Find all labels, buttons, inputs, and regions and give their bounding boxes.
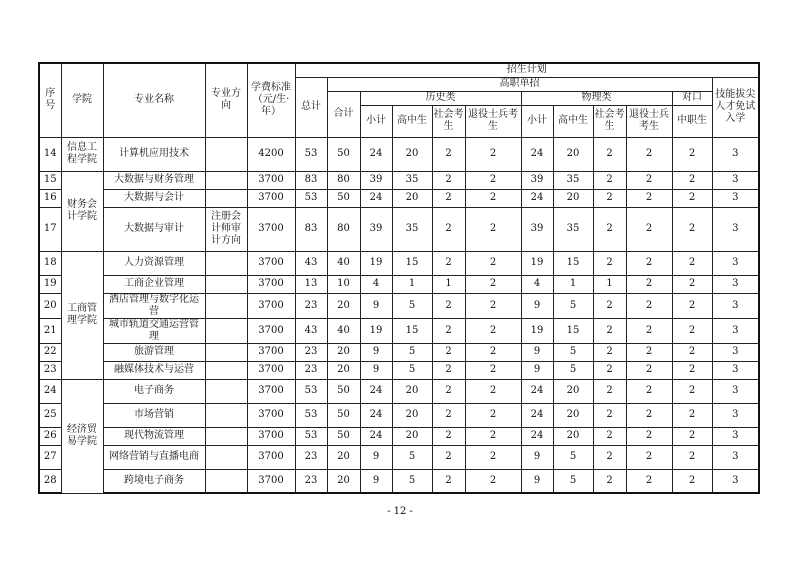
cell-major: 旅游管理 bbox=[103, 343, 205, 361]
cell-skills: 3 bbox=[712, 318, 759, 343]
cell-history-social: 2 bbox=[432, 207, 465, 251]
cell-history-social: 2 bbox=[432, 171, 465, 189]
cell-major: 大数据与会计 bbox=[103, 189, 205, 207]
header-history: 历史类 bbox=[360, 91, 521, 105]
cell-direction bbox=[205, 379, 247, 403]
cell-history-social: 2 bbox=[432, 343, 465, 361]
cell-direction bbox=[205, 171, 247, 189]
cell-total: 23 bbox=[295, 445, 327, 469]
cell-physics-highschool: 20 bbox=[553, 427, 593, 445]
cell-physics-social: 2 bbox=[593, 207, 626, 251]
cell-total: 23 bbox=[295, 293, 327, 318]
header-direction: 专业方向 bbox=[205, 63, 247, 137]
cell-college: 工商管理学院 bbox=[61, 251, 103, 379]
cell-subtotal: 40 bbox=[327, 251, 360, 275]
cell-physics-subtotal: 19 bbox=[521, 318, 553, 343]
cell-subtotal: 20 bbox=[327, 293, 360, 318]
cell-history-subtotal: 24 bbox=[360, 379, 392, 403]
cell-history-highschool: 5 bbox=[392, 343, 432, 361]
cell-total: 53 bbox=[295, 427, 327, 445]
cell-direction bbox=[205, 343, 247, 361]
cell-physics-veteran: 2 bbox=[626, 361, 672, 379]
cell-physics-social: 2 bbox=[593, 293, 626, 318]
table-row bbox=[39, 171, 759, 189]
table-row bbox=[39, 293, 759, 318]
header-direct: 对口 bbox=[672, 91, 712, 105]
cell-total: 43 bbox=[295, 251, 327, 275]
cell-tuition: 3700 bbox=[247, 251, 295, 275]
header-history-subtotal: 小计 bbox=[360, 105, 392, 137]
cell-major: 电子商务 bbox=[103, 379, 205, 403]
cell-physics-highschool: 20 bbox=[553, 137, 593, 171]
cell-direction bbox=[205, 251, 247, 275]
cell-index: 21 bbox=[39, 318, 61, 343]
cell-major: 跨境电子商务 bbox=[103, 469, 205, 493]
cell-subtotal: 20 bbox=[327, 343, 360, 361]
enrollment-plan-table bbox=[38, 62, 760, 494]
header-tuition: 学费标准（元/生·年） bbox=[247, 63, 295, 137]
cell-history-social: 2 bbox=[432, 293, 465, 318]
cell-physics-social: 2 bbox=[593, 189, 626, 207]
cell-index: 22 bbox=[39, 343, 61, 361]
cell-skills: 3 bbox=[712, 293, 759, 318]
cell-physics-highschool: 5 bbox=[553, 469, 593, 493]
cell-physics-highschool: 5 bbox=[553, 293, 593, 318]
cell-history-veteran: 2 bbox=[465, 207, 521, 251]
cell-index: 23 bbox=[39, 361, 61, 379]
table-row bbox=[39, 445, 759, 469]
cell-history-highschool: 1 bbox=[392, 275, 432, 293]
cell-total: 23 bbox=[295, 343, 327, 361]
cell-skills: 3 bbox=[712, 189, 759, 207]
cell-physics-veteran: 2 bbox=[626, 343, 672, 361]
cell-history-subtotal: 19 bbox=[360, 251, 392, 275]
header-history-highschool: 高中生 bbox=[392, 105, 432, 137]
cell-skills: 3 bbox=[712, 469, 759, 493]
cell-index: 28 bbox=[39, 469, 61, 493]
cell-vocational: 2 bbox=[672, 343, 712, 361]
cell-physics-veteran: 2 bbox=[626, 171, 672, 189]
cell-physics-subtotal: 9 bbox=[521, 469, 553, 493]
cell-tuition: 3700 bbox=[247, 403, 295, 427]
cell-physics-veteran: 2 bbox=[626, 469, 672, 493]
cell-subtotal: 80 bbox=[327, 207, 360, 251]
cell-total: 23 bbox=[295, 361, 327, 379]
cell-direction bbox=[205, 361, 247, 379]
cell-skills: 3 bbox=[712, 379, 759, 403]
cell-subtotal: 50 bbox=[327, 403, 360, 427]
cell-physics-highschool: 5 bbox=[553, 343, 593, 361]
cell-index: 15 bbox=[39, 171, 61, 189]
table-row bbox=[39, 207, 759, 251]
cell-skills: 3 bbox=[712, 361, 759, 379]
cell-subtotal: 50 bbox=[327, 137, 360, 171]
cell-major: 网络营销与直播电商 bbox=[103, 445, 205, 469]
table-row bbox=[39, 403, 759, 427]
cell-physics-veteran: 2 bbox=[626, 427, 672, 445]
cell-vocational: 2 bbox=[672, 275, 712, 293]
cell-history-highschool: 5 bbox=[392, 361, 432, 379]
cell-history-subtotal: 9 bbox=[360, 445, 392, 469]
cell-direction bbox=[205, 445, 247, 469]
cell-physics-subtotal: 39 bbox=[521, 207, 553, 251]
header-physics-highschool: 高中生 bbox=[553, 105, 593, 137]
cell-tuition: 3700 bbox=[247, 318, 295, 343]
cell-major: 大数据与审计 bbox=[103, 207, 205, 251]
cell-total: 53 bbox=[295, 189, 327, 207]
cell-history-veteran: 2 bbox=[465, 469, 521, 493]
cell-physics-subtotal: 9 bbox=[521, 293, 553, 318]
cell-history-social: 2 bbox=[432, 445, 465, 469]
header-physics-social: 社会考生 bbox=[593, 105, 626, 137]
header-major: 专业名称 bbox=[103, 63, 205, 137]
cell-index: 18 bbox=[39, 251, 61, 275]
cell-tuition: 3700 bbox=[247, 189, 295, 207]
cell-vocational: 2 bbox=[672, 403, 712, 427]
cell-index: 26 bbox=[39, 427, 61, 445]
cell-physics-veteran: 2 bbox=[626, 251, 672, 275]
cell-skills: 3 bbox=[712, 445, 759, 469]
cell-history-subtotal: 9 bbox=[360, 361, 392, 379]
header-physics-subtotal: 小计 bbox=[521, 105, 553, 137]
cell-physics-social: 2 bbox=[593, 251, 626, 275]
cell-tuition: 3700 bbox=[247, 293, 295, 318]
header-total: 总计 bbox=[295, 77, 327, 137]
cell-total: 23 bbox=[295, 469, 327, 493]
cell-history-subtotal: 9 bbox=[360, 469, 392, 493]
cell-physics-social: 2 bbox=[593, 361, 626, 379]
cell-history-subtotal: 39 bbox=[360, 171, 392, 189]
cell-physics-social: 2 bbox=[593, 379, 626, 403]
header-plan: 招生计划 bbox=[295, 63, 759, 77]
cell-index: 14 bbox=[39, 137, 61, 171]
cell-major: 计算机应用技术 bbox=[103, 137, 205, 171]
cell-skills: 3 bbox=[712, 207, 759, 251]
cell-history-veteran: 2 bbox=[465, 275, 521, 293]
cell-physics-social: 2 bbox=[593, 427, 626, 445]
cell-physics-highschool: 20 bbox=[553, 379, 593, 403]
cell-history-social: 2 bbox=[432, 189, 465, 207]
cell-physics-subtotal: 19 bbox=[521, 251, 553, 275]
cell-direction bbox=[205, 469, 247, 493]
cell-history-veteran: 2 bbox=[465, 361, 521, 379]
cell-physics-veteran: 2 bbox=[626, 275, 672, 293]
cell-history-social: 2 bbox=[432, 469, 465, 493]
cell-index: 25 bbox=[39, 403, 61, 427]
cell-tuition: 3700 bbox=[247, 445, 295, 469]
cell-tuition: 3700 bbox=[247, 207, 295, 251]
cell-index: 27 bbox=[39, 445, 61, 469]
cell-tuition: 3700 bbox=[247, 427, 295, 445]
cell-history-subtotal: 24 bbox=[360, 189, 392, 207]
cell-history-social: 2 bbox=[432, 318, 465, 343]
cell-history-veteran: 2 bbox=[465, 445, 521, 469]
cell-direction bbox=[205, 189, 247, 207]
cell-history-veteran: 2 bbox=[465, 343, 521, 361]
cell-physics-highschool: 1 bbox=[553, 275, 593, 293]
cell-total: 53 bbox=[295, 403, 327, 427]
cell-physics-social: 2 bbox=[593, 343, 626, 361]
cell-college: 经济贸易学院 bbox=[61, 379, 103, 493]
cell-subtotal: 20 bbox=[327, 361, 360, 379]
header-subtotal: 合计 bbox=[327, 91, 360, 137]
cell-history-veteran: 2 bbox=[465, 403, 521, 427]
cell-history-subtotal: 19 bbox=[360, 318, 392, 343]
cell-history-subtotal: 9 bbox=[360, 293, 392, 318]
cell-history-social: 2 bbox=[432, 379, 465, 403]
cell-major: 大数据与财务管理 bbox=[103, 171, 205, 189]
header-skills: 技能拔尖人才免试入学 bbox=[712, 77, 759, 137]
cell-skills: 3 bbox=[712, 275, 759, 293]
cell-physics-highschool: 20 bbox=[553, 403, 593, 427]
cell-physics-subtotal: 24 bbox=[521, 137, 553, 171]
cell-physics-veteran: 2 bbox=[626, 379, 672, 403]
cell-tuition: 3700 bbox=[247, 379, 295, 403]
header-physics: 物理类 bbox=[521, 91, 672, 105]
header-history-veteran: 退役士兵考生 bbox=[465, 105, 521, 137]
cell-physics-highschool: 15 bbox=[553, 318, 593, 343]
cell-subtotal: 80 bbox=[327, 171, 360, 189]
cell-history-highschool: 20 bbox=[392, 189, 432, 207]
cell-history-highschool: 15 bbox=[392, 318, 432, 343]
cell-physics-highschool: 20 bbox=[553, 189, 593, 207]
cell-index: 17 bbox=[39, 207, 61, 251]
cell-vocational: 2 bbox=[672, 379, 712, 403]
cell-skills: 3 bbox=[712, 171, 759, 189]
cell-direction: 注册会计师审计方向 bbox=[205, 207, 247, 251]
cell-total: 53 bbox=[295, 379, 327, 403]
cell-history-social: 2 bbox=[432, 403, 465, 427]
cell-major: 人力资源管理 bbox=[103, 251, 205, 275]
cell-physics-subtotal: 9 bbox=[521, 343, 553, 361]
cell-direction bbox=[205, 293, 247, 318]
cell-index: 20 bbox=[39, 293, 61, 318]
cell-vocational: 2 bbox=[672, 207, 712, 251]
cell-vocational: 2 bbox=[672, 189, 712, 207]
cell-physics-subtotal: 24 bbox=[521, 403, 553, 427]
cell-subtotal: 50 bbox=[327, 379, 360, 403]
cell-vocational: 2 bbox=[672, 427, 712, 445]
cell-direction bbox=[205, 275, 247, 293]
cell-vocational: 2 bbox=[672, 137, 712, 171]
cell-physics-highschool: 35 bbox=[553, 171, 593, 189]
cell-skills: 3 bbox=[712, 343, 759, 361]
cell-tuition: 3700 bbox=[247, 361, 295, 379]
header-index: 序号 bbox=[39, 63, 61, 137]
table-row bbox=[39, 318, 759, 343]
table-row bbox=[39, 251, 759, 275]
cell-physics-subtotal: 9 bbox=[521, 445, 553, 469]
cell-physics-veteran: 2 bbox=[626, 137, 672, 171]
cell-direction bbox=[205, 403, 247, 427]
cell-history-subtotal: 9 bbox=[360, 343, 392, 361]
cell-history-highschool: 20 bbox=[392, 379, 432, 403]
table-row bbox=[39, 275, 759, 293]
cell-total: 13 bbox=[295, 275, 327, 293]
cell-tuition: 3700 bbox=[247, 275, 295, 293]
header-vocational: 高职单招 bbox=[327, 77, 712, 91]
cell-major: 现代物流管理 bbox=[103, 427, 205, 445]
cell-direction bbox=[205, 318, 247, 343]
cell-physics-social: 2 bbox=[593, 445, 626, 469]
cell-history-veteran: 2 bbox=[465, 189, 521, 207]
cell-history-highschool: 5 bbox=[392, 469, 432, 493]
cell-tuition: 3700 bbox=[247, 343, 295, 361]
cell-history-social: 2 bbox=[432, 361, 465, 379]
cell-history-subtotal: 24 bbox=[360, 403, 392, 427]
cell-vocational: 2 bbox=[672, 318, 712, 343]
cell-history-highschool: 5 bbox=[392, 445, 432, 469]
cell-physics-social: 2 bbox=[593, 137, 626, 171]
cell-history-highschool: 5 bbox=[392, 293, 432, 318]
cell-major: 城市轨道交通运营管理 bbox=[103, 318, 205, 343]
cell-direction bbox=[205, 427, 247, 445]
table-row bbox=[39, 343, 759, 361]
cell-history-subtotal: 4 bbox=[360, 275, 392, 293]
cell-history-subtotal: 39 bbox=[360, 207, 392, 251]
cell-physics-social: 1 bbox=[593, 275, 626, 293]
table-row bbox=[39, 427, 759, 445]
cell-physics-subtotal: 24 bbox=[521, 427, 553, 445]
cell-physics-veteran: 2 bbox=[626, 318, 672, 343]
cell-subtotal: 50 bbox=[327, 427, 360, 445]
cell-history-highschool: 35 bbox=[392, 207, 432, 251]
cell-history-veteran: 2 bbox=[465, 379, 521, 403]
cell-tuition: 3700 bbox=[247, 469, 295, 493]
cell-subtotal: 50 bbox=[327, 189, 360, 207]
cell-index: 24 bbox=[39, 379, 61, 403]
cell-skills: 3 bbox=[712, 427, 759, 445]
cell-physics-social: 2 bbox=[593, 403, 626, 427]
cell-physics-highschool: 5 bbox=[553, 361, 593, 379]
table-row bbox=[39, 189, 759, 207]
cell-vocational: 2 bbox=[672, 293, 712, 318]
cell-subtotal: 10 bbox=[327, 275, 360, 293]
cell-physics-highschool: 35 bbox=[553, 207, 593, 251]
cell-skills: 3 bbox=[712, 251, 759, 275]
header-college: 学院 bbox=[61, 63, 103, 137]
cell-physics-highschool: 5 bbox=[553, 445, 593, 469]
cell-subtotal: 20 bbox=[327, 469, 360, 493]
cell-skills: 3 bbox=[712, 137, 759, 171]
cell-subtotal: 40 bbox=[327, 318, 360, 343]
table-row bbox=[39, 379, 759, 403]
table-row bbox=[39, 469, 759, 493]
cell-major: 酒店管理与数字化运营 bbox=[103, 293, 205, 318]
cell-tuition: 4200 bbox=[247, 137, 295, 171]
cell-total: 43 bbox=[295, 318, 327, 343]
header-history-social: 社会考生 bbox=[432, 105, 465, 137]
cell-physics-subtotal: 39 bbox=[521, 171, 553, 189]
cell-history-social: 2 bbox=[432, 251, 465, 275]
cell-major: 融媒体技术与运营 bbox=[103, 361, 205, 379]
cell-index: 19 bbox=[39, 275, 61, 293]
cell-history-subtotal: 24 bbox=[360, 427, 392, 445]
cell-tuition: 3700 bbox=[247, 171, 295, 189]
cell-index: 16 bbox=[39, 189, 61, 207]
cell-physics-social: 2 bbox=[593, 469, 626, 493]
cell-history-veteran: 2 bbox=[465, 251, 521, 275]
cell-skills: 3 bbox=[712, 403, 759, 427]
page-number: - 12 - bbox=[387, 506, 413, 517]
cell-vocational: 2 bbox=[672, 251, 712, 275]
cell-vocational: 2 bbox=[672, 361, 712, 379]
cell-history-social: 2 bbox=[432, 137, 465, 171]
cell-physics-subtotal: 24 bbox=[521, 189, 553, 207]
cell-total: 83 bbox=[295, 171, 327, 189]
cell-major: 市场营销 bbox=[103, 403, 205, 427]
cell-history-highschool: 20 bbox=[392, 427, 432, 445]
cell-history-highschool: 35 bbox=[392, 171, 432, 189]
cell-history-social: 1 bbox=[432, 275, 465, 293]
cell-history-veteran: 2 bbox=[465, 427, 521, 445]
cell-history-subtotal: 24 bbox=[360, 137, 392, 171]
cell-physics-subtotal: 4 bbox=[521, 275, 553, 293]
cell-total: 83 bbox=[295, 207, 327, 251]
cell-history-highschool: 20 bbox=[392, 137, 432, 171]
cell-history-veteran: 2 bbox=[465, 293, 521, 318]
header-physics-veteran: 退役士兵考生 bbox=[626, 105, 672, 137]
cell-history-veteran: 2 bbox=[465, 171, 521, 189]
cell-history-highschool: 15 bbox=[392, 251, 432, 275]
cell-physics-highschool: 15 bbox=[553, 251, 593, 275]
cell-physics-veteran: 2 bbox=[626, 207, 672, 251]
cell-history-veteran: 2 bbox=[465, 318, 521, 343]
cell-physics-veteran: 2 bbox=[626, 403, 672, 427]
cell-total: 53 bbox=[295, 137, 327, 171]
cell-physics-veteran: 2 bbox=[626, 445, 672, 469]
cell-vocational: 2 bbox=[672, 445, 712, 469]
table-row bbox=[39, 361, 759, 379]
cell-direction bbox=[205, 137, 247, 171]
table-row bbox=[39, 137, 759, 171]
cell-physics-subtotal: 9 bbox=[521, 361, 553, 379]
header-vocational-student: 中职生 bbox=[672, 105, 712, 137]
cell-vocational: 2 bbox=[672, 171, 712, 189]
cell-major: 工商企业管理 bbox=[103, 275, 205, 293]
cell-physics-social: 2 bbox=[593, 318, 626, 343]
cell-physics-social: 2 bbox=[593, 171, 626, 189]
cell-vocational: 2 bbox=[672, 469, 712, 493]
cell-college: 财务会计学院 bbox=[61, 171, 103, 251]
cell-subtotal: 20 bbox=[327, 445, 360, 469]
cell-physics-subtotal: 24 bbox=[521, 379, 553, 403]
cell-history-veteran: 2 bbox=[465, 137, 521, 171]
cell-history-social: 2 bbox=[432, 427, 465, 445]
cell-college: 信息工程学院 bbox=[61, 137, 103, 171]
cell-history-highschool: 20 bbox=[392, 403, 432, 427]
cell-physics-veteran: 2 bbox=[626, 293, 672, 318]
cell-physics-veteran: 2 bbox=[626, 189, 672, 207]
